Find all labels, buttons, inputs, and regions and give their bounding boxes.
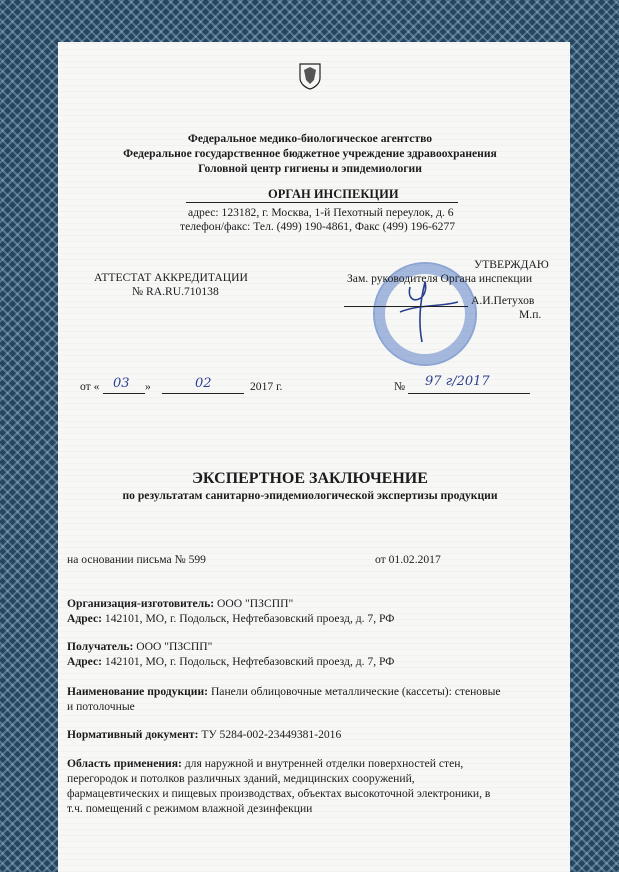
date-month-line [162, 393, 244, 394]
scope-line1: для наружной и внутренней отделки поверхностей стен, [184, 757, 464, 770]
agency-name: Федеральное медико-биологическое агентство [187, 132, 433, 145]
inspection-title: ОРГАН ИНСПЕКЦИИ [268, 187, 399, 201]
inspection-phone: телефон/факс: Тел. (499) 190-4861, Факс (499) 196-6277 [180, 220, 456, 233]
attestat-title: АТТЕСТАТ АККРЕДИТАЦИИ [94, 271, 248, 284]
scope-line3: фармацевтических и пищевых производствах, объектах высокоточной электроники, в [67, 787, 491, 800]
approver-name: А.И.Петухов [471, 294, 535, 307]
date-prefix: от « [80, 380, 100, 393]
scope-label: Область применения: [67, 757, 182, 770]
recipient-address: 142101, МО, г. Подольск, Нефтебазовский проезд, д. 7, РФ [104, 655, 395, 668]
recipient-label: Получатель: [67, 640, 134, 653]
approve-label: УТВЕРЖДАЮ [474, 258, 549, 271]
doc-number-value: 97 г/2017 [425, 374, 490, 389]
attestat-number: № RA.RU.710138 [132, 285, 219, 298]
signature-line [344, 306, 468, 307]
date-day: 03 [113, 376, 130, 391]
date-month: 02 [195, 376, 212, 391]
manufacturer-address-label: Адрес: [67, 612, 102, 625]
scope-line2: перегородок и потолков различных зданий, медицинских сооружений, [67, 772, 415, 785]
title-rule [186, 202, 458, 203]
date-year: 2017 г. [250, 380, 283, 393]
date-sep: » [145, 380, 151, 393]
inspection-address: адрес: 123182, г. Москва, 1-й Пехотный переулок, д. 6 [188, 206, 454, 219]
manufacturer-address: 142101, МО, г. Подольск, Нефтебазовский проезд, д. 7, РФ [104, 612, 395, 625]
recipient-value: ООО "ПЗСПП" [136, 640, 213, 653]
institution-name: Федеральное государственное бюджетное учреждение здравоохранения [123, 147, 497, 160]
doc-number-line [408, 393, 530, 394]
product-label: Наименование продукции: [67, 685, 209, 698]
basis-text: на основании письма № 599 [67, 553, 206, 566]
document-subtitle: по результатам санитарно-эпидемиологической экспертизы продукции [122, 489, 498, 502]
scope-line4: т.ч. помещений с режимом влажной дезинфекции [67, 802, 313, 815]
approver-role: Зам. руководителя Органа инспекции [347, 272, 533, 285]
date-day-line [103, 393, 145, 394]
seal-place: М.п. [519, 308, 542, 321]
doc-number-label: № [394, 380, 406, 393]
basis-date: от 01.02.2017 [375, 553, 441, 566]
document-title: ЭКСПЕРТНОЕ ЗАКЛЮЧЕНИЕ [192, 470, 428, 487]
norm-doc-value: ТУ 5284-002-23449381-2016 [201, 728, 342, 741]
product-value-line2: и потолочные [67, 700, 135, 713]
recipient-address-label: Адрес: [67, 655, 102, 668]
center-name: Головной центр гигиены и эпидемиологии [198, 162, 422, 175]
norm-doc-label: Нормативный документ: [67, 728, 199, 741]
coat-of-arms-icon [298, 62, 322, 90]
manufacturer-label: Организация-изготовитель: [67, 597, 215, 610]
product-value-line1: Панели облицовочные металлические (кассеты): стеновые [210, 685, 501, 698]
manufacturer-value: ООО "ПЗСПП" [217, 597, 294, 610]
